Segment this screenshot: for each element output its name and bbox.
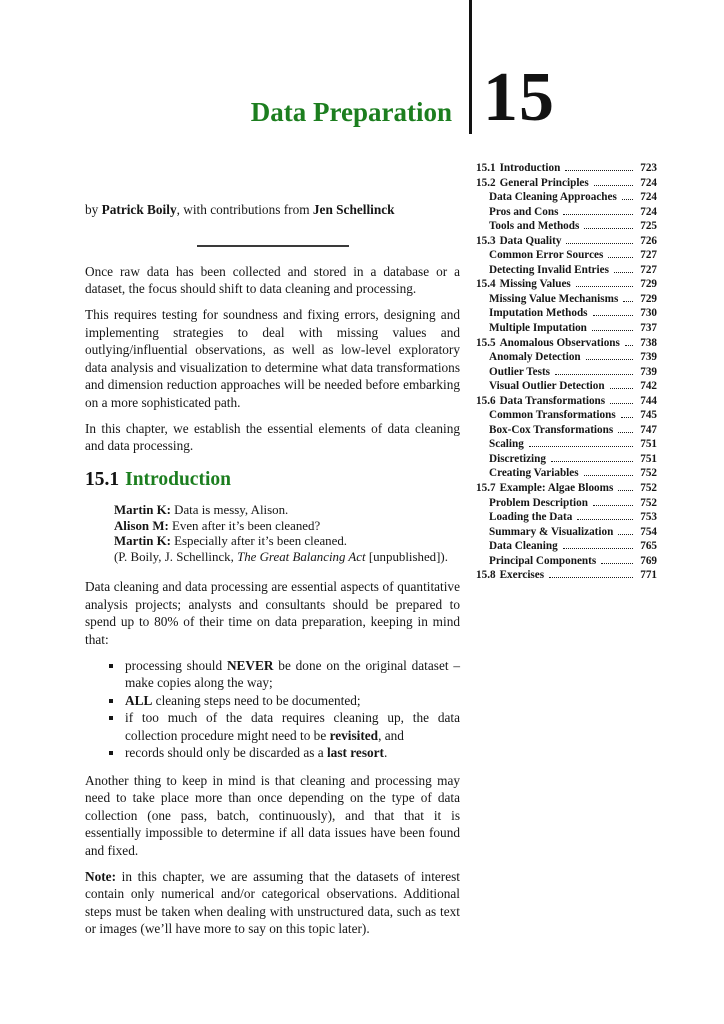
toc-entry-label: Common Transformations [489,409,616,422]
toc-entry[interactable] [476,496,657,511]
chapter-title: Data Preparation [250,97,452,127]
toc-leader-dots [549,577,633,578]
toc-leader-dots [618,490,633,491]
toc-entry-page: 754 [640,525,657,538]
toc-entry-page: 752 [640,482,657,495]
toc-leader-dots [555,374,633,375]
epigraph-attribution: (P. Boily, J. Schellinck, The Great Balancing Act [unpublished]). [114,549,448,564]
toc-leader-dots [565,170,633,171]
toc-entry-label: Problem Description [489,496,588,509]
section-heading [85,469,460,490]
toc-leader-dots [593,505,633,506]
toc-leader-dots [576,286,633,287]
toc-entry-page: 745 [640,409,657,422]
toc-leader-dots [610,403,633,404]
toc-entry-page: 765 [640,540,657,553]
toc-leader-dots [584,228,633,229]
toc-entry[interactable] [476,219,657,234]
toc-entry-label: Outlier Tests [489,365,551,378]
toc-entry-page: 727 [640,263,657,276]
toc-entry[interactable] [476,379,657,394]
toc-entry[interactable] [476,263,657,278]
epigraph-text: Data is messy, Alison. [170,502,289,517]
toc-entry-label: Scaling [489,438,524,451]
toc-entry-label: Pros and Cons [489,205,559,218]
toc-entry-label: Introduction [499,162,561,174]
toc-entry-label: Summary & Visualization [489,525,614,538]
paragraph-intro-1: Once raw data has been collected and stored in a database or a dataset, the focus should shift to data cleaning and processing. [85,263,460,296]
toc-entry[interactable] [476,321,657,336]
toc-entry-label: Imputation Methods [489,307,588,320]
toc-entry-number: 15.2 [476,176,496,189]
epigraph-work-title: The Great Balancing Act [237,549,366,564]
epigraph-line [114,503,460,519]
toc-entry-page: 752 [640,496,657,509]
bullet-item: ▪ if too much of the data requires cleaning up, the data collection procedure might need to be revisited, and [124,709,460,744]
note-text: in this chapter, we are assuming that the datasets of interest contain only numerical and/or categorical observations. Additional steps must be taken when dealing with unstructured data, such as text or images (we’ll have more to say on this topic later). [85,868,460,937]
toc-leader-dots [625,345,633,346]
toc-entry-page: 726 [640,234,657,247]
epigraph-speaker: Martin K: [114,502,171,517]
toc-entry-label: Loading the Data [489,511,573,524]
toc-entry-page: 751 [640,438,657,451]
toc-entry[interactable] [476,437,657,452]
toc-entry-page: 739 [640,365,657,378]
toc-leader-dots [592,330,633,331]
toc-leader-dots [529,446,633,447]
paragraph-section-2: Another thing to keep in mind is that cleaning and processing may need to take place more than once depending on the type of data collection (one pass, batch, continuously), and that that it is essentially impossible to determine if all data issues have been found and fixed. [85,772,460,858]
toc-entry-number: 15.4 [476,278,496,291]
toc-entry[interactable] [476,306,657,321]
toc-entry-page: 739 [640,351,657,364]
chapter-divider-rule [469,0,472,134]
toc-entry-page: 752 [640,467,657,480]
toc-leader-dots [618,534,633,535]
toc-entry-page: 724 [640,191,657,204]
byline [85,201,460,219]
toc-entry[interactable] [476,568,657,583]
toc-leader-dots [614,272,633,273]
main-text-column [85,201,460,946]
toc-entry-label: General Principles [499,176,589,189]
toc-entry-label: Data Transformations [499,394,606,407]
paragraph-section-1: Data cleaning and data processing are essential aspects of quantitative analysis projects; analysts and consultants should be prepared to spend up to 80% of their time on data preparation, keeping in mind that: [85,579,460,647]
byline-prefix: by [85,202,102,217]
section-number: 15.1 [85,468,120,490]
bullet-item: ▪ processing should NEVER be done on the original dataset – make copies along the way; [124,657,460,692]
byline-middle: , with contributions from [176,202,313,217]
epigraph-line [114,534,460,550]
toc-entry-page: 737 [640,322,657,335]
toc-entry-label: Anomalous Observations [499,336,620,349]
toc-leader-dots [621,417,633,418]
toc-entry[interactable] [476,205,657,220]
toc-entry[interactable] [476,510,657,525]
toc-entry[interactable] [476,423,657,438]
toc-entry[interactable] [476,248,657,263]
toc-entry-number: 15.7 [476,482,496,495]
toc-leader-dots [551,461,633,462]
bullet-item: ▪ ALL cleaning steps need to be documented; [124,692,460,710]
toc-entry-page: 744 [640,394,657,407]
epigraph-speaker: Martin K: [114,534,171,549]
toc-entry[interactable] [476,176,657,191]
toc-entry[interactable] [476,336,657,351]
toc-entry-page: 751 [640,452,657,465]
toc-entry-page: 729 [640,278,657,291]
toc-entry-number: 15.3 [476,234,496,247]
toc-entry-label: Missing Values [499,278,571,291]
toc-leader-dots [584,475,633,476]
toc-entry-label: Common Error Sources [489,249,604,262]
toc-entry-label: Data Quality [499,234,562,247]
toc-entry[interactable] [476,161,657,176]
toc-entry-page: 725 [640,220,657,233]
section-title: Introduction [125,468,231,490]
toc-entry-page: 742 [640,380,657,393]
toc-entry-label: Anomaly Detection [489,351,581,364]
epigraph-quote [114,503,460,565]
chapter-number: 15 [483,59,555,136]
guidelines-bullet-list [85,657,460,762]
toc-entry-label: Principal Components [489,554,597,567]
toc-leader-dots [594,185,633,186]
toc-entry-number: 15.6 [476,394,496,407]
toc-leader-dots [601,563,633,564]
toc-entry[interactable] [476,408,657,423]
epigraph-speaker: Alison M: [114,518,169,533]
toc-entry-page: 769 [640,554,657,567]
note-label: Note: [85,868,117,884]
toc-entry[interactable] [476,481,657,496]
toc-leader-dots [618,432,633,433]
toc-leader-dots [577,519,633,520]
toc-entry[interactable] [476,350,657,365]
toc-entry-label: Creating Variables [489,467,579,480]
toc-leader-dots [622,199,633,200]
toc-leader-dots [563,214,633,215]
paragraph-note [85,868,460,938]
toc-entry[interactable] [476,525,657,540]
toc-entry-number: 15.5 [476,336,496,349]
toc-entry-page: 723 [640,162,657,174]
toc-entry[interactable] [476,466,657,481]
toc-entry[interactable] [476,539,657,554]
toc-entry[interactable] [476,190,657,205]
chapter-toc [476,161,657,583]
epigraph-text: Especially after it’s been cleaned. [170,534,348,549]
paragraph-intro-2: This requires testing for soundness and fixing errors, designing and implementing strategies to deal with missing values and outlying/influential observations, as well as low-level exploratory data analysis and visualization to determine what data transformations and dimension reduction approaches will be needed before embarking on a more sophisticated path. [85,307,460,410]
epigraph-line [114,519,460,535]
toc-entry[interactable] [476,292,657,307]
toc-entry-label: Multiple Imputation [489,322,587,335]
toc-entry[interactable] [476,277,657,292]
toc-entry-label: Exercises [499,569,545,582]
toc-entry-label: Example: Algae Blooms [499,482,614,495]
toc-leader-dots [566,243,633,244]
toc-entry[interactable] [476,452,657,467]
toc-entry-page: 730 [640,307,657,320]
toc-leader-dots [593,315,633,316]
toc-entry-page: 738 [640,336,657,349]
toc-leader-dots [623,301,633,302]
toc-entry[interactable] [476,394,657,409]
ornament-divider [197,245,349,247]
epigraph-text: Even after it’s been cleaned? [168,518,321,533]
toc-entry-number: 15.1 [476,162,496,174]
toc-entry[interactable] [476,365,657,380]
toc-leader-dots [608,257,633,258]
toc-entry-label: Data Cleaning [489,540,558,553]
toc-leader-dots [586,359,633,360]
toc-entry-page: 724 [640,205,657,218]
toc-entry-label: Discretizing [489,452,546,465]
toc-entry-label: Missing Value Mechanisms [489,292,619,305]
toc-entry-label: Data Cleaning Approaches [489,191,617,204]
toc-entry-label: Detecting Invalid Entries [489,263,609,276]
toc-entry-label: Tools and Methods [489,220,580,233]
toc-entry-page: 727 [640,249,657,262]
toc-entry-page: 747 [640,423,657,436]
paragraph-intro-3: In this chapter, we establish the essential elements of data cleaning and data processing. [85,420,460,453]
toc-entry-page: 729 [640,292,657,305]
toc-entry-page: 771 [640,569,657,582]
bullet-item: ▪ records should only be discarded as a last resort. [124,744,460,762]
toc-leader-dots [563,548,633,549]
byline-contributor: Jen Schellinck [312,202,395,217]
toc-entry-label: Box-Cox Transformations [489,423,614,436]
toc-entry-number: 15.8 [476,569,496,582]
toc-entry-page: 724 [640,176,657,189]
byline-author: Patrick Boily [101,202,177,217]
toc-entry-page: 753 [640,511,657,524]
toc-entry-label: Visual Outlier Detection [489,380,605,393]
toc-entry[interactable] [476,234,657,249]
toc-entry[interactable] [476,554,657,569]
toc-leader-dots [610,388,633,389]
